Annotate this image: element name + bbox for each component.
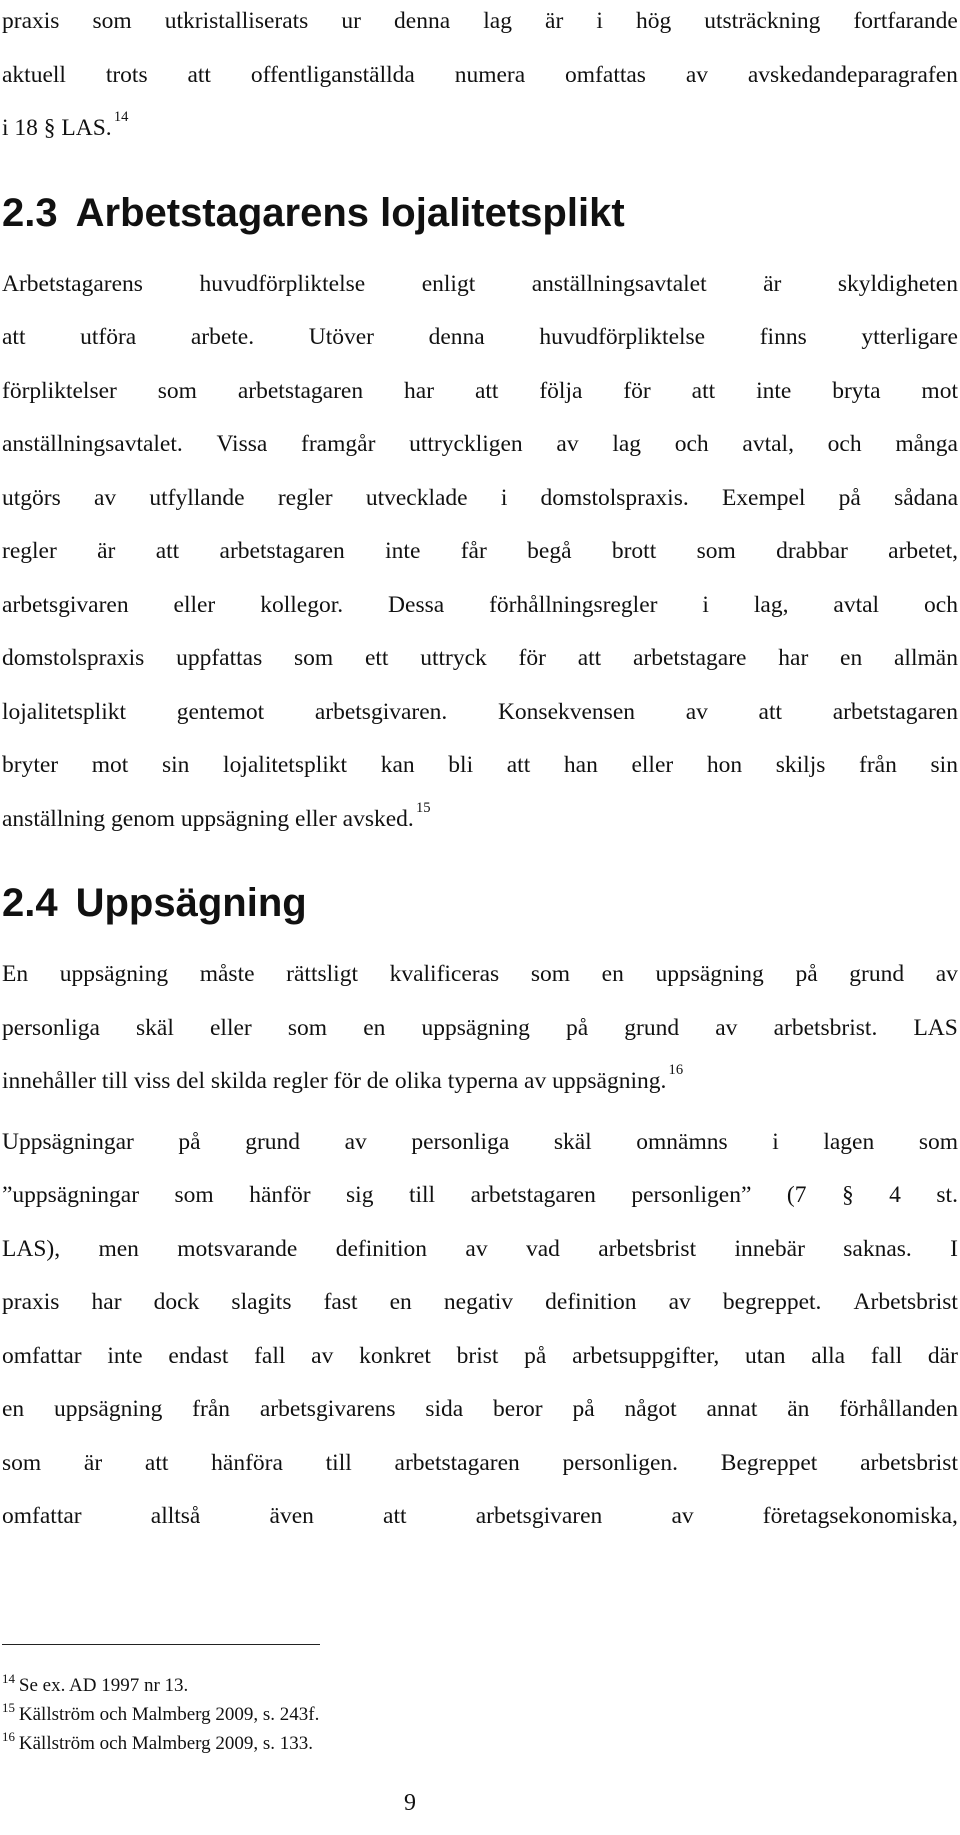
word: på (565, 1014, 589, 1041)
word: arbetstagaren (470, 1182, 596, 1208)
text-line (2, 953, 958, 1007)
text-line (2, 1228, 958, 1282)
word: är (763, 270, 782, 297)
word: enligt (421, 270, 476, 297)
text-line (2, 1442, 958, 1496)
word: att (577, 645, 602, 671)
word: omfattas (565, 61, 646, 88)
word: personliga (2, 1014, 100, 1041)
word: utkristalliserats (164, 8, 309, 34)
word: men (98, 1235, 139, 1262)
word: anställningsavtalet (531, 270, 707, 297)
word: från (859, 752, 897, 778)
text-line (2, 530, 958, 584)
text-line (2, 1495, 958, 1549)
word: arbetsgivarens (259, 1396, 396, 1422)
section-heading-2-3 (2, 173, 958, 253)
footnote-reference[interactable]: 16 (668, 1062, 684, 1079)
word: att (474, 377, 499, 404)
word: inte (756, 377, 792, 404)
word: grund (624, 1014, 680, 1041)
footnote-item (2, 1672, 319, 1701)
word: sig (346, 1182, 374, 1208)
word: grund (245, 1128, 301, 1155)
word: som (157, 377, 197, 404)
word: och (827, 431, 862, 457)
word: att (691, 377, 716, 404)
word: lojalitetsplikt (223, 752, 348, 778)
word: arbetstagaren (832, 698, 958, 725)
word: utsträckning (704, 8, 821, 34)
word: regler (2, 538, 57, 564)
word: Vissa (216, 431, 268, 457)
word: Arbetstagarens (2, 270, 143, 297)
word: att (187, 61, 211, 88)
word: gentemot (176, 698, 265, 725)
word: har (91, 1289, 122, 1315)
word: regler (277, 484, 333, 511)
word: han (563, 752, 598, 778)
word: arbetsbrist (598, 1235, 697, 1262)
word: än (787, 1396, 810, 1422)
word: att (155, 538, 180, 564)
text-line (2, 107, 958, 161)
word: att (144, 1449, 169, 1476)
footnote-item (2, 1730, 319, 1759)
word: på (838, 484, 861, 511)
word: en (2, 1396, 25, 1422)
footnote-text: Källström och Malmberg 2009, s. 243f. (18, 1704, 320, 1725)
section-heading-2-4 (2, 863, 958, 943)
word: sin (930, 752, 958, 778)
text-line (2, 1388, 958, 1442)
word: framgår (301, 431, 376, 457)
word: något (624, 1396, 677, 1422)
text-line (2, 1174, 958, 1228)
word: som (918, 1128, 958, 1155)
word: sida (425, 1396, 464, 1422)
word: en (389, 1289, 412, 1315)
word: drabbar (776, 538, 848, 564)
footnote-item (2, 1701, 319, 1730)
word: från (192, 1396, 231, 1422)
word: omnämns (636, 1128, 728, 1155)
word: många (895, 431, 958, 457)
word: annat (706, 1396, 758, 1422)
word: mot (91, 752, 129, 778)
text-line (2, 691, 958, 745)
section-2-2-tail (2, 0, 958, 161)
word: dock (153, 1289, 200, 1315)
word: brott (611, 538, 657, 564)
word: där (927, 1342, 958, 1369)
word: vad (525, 1235, 560, 1262)
word: utgörs (2, 484, 61, 511)
word: förhållanden (839, 1396, 958, 1422)
word: fast (323, 1289, 358, 1315)
word: att (758, 698, 783, 725)
word: st. (936, 1182, 958, 1208)
word: i (596, 8, 603, 34)
word: och (924, 591, 958, 618)
word: mot (921, 377, 958, 404)
word: förpliktelser (2, 377, 117, 404)
word: arbete. (190, 324, 255, 350)
word: är (83, 1449, 103, 1476)
word: en (363, 1014, 386, 1041)
word: och (674, 431, 709, 457)
word: som (287, 1014, 328, 1041)
word: (7 (786, 1182, 807, 1208)
word: personligen. (562, 1449, 679, 1476)
word: rättsligt (286, 961, 358, 987)
word: En (2, 961, 29, 987)
text-line (2, 1060, 958, 1114)
word: arbetsgivaren (475, 1503, 603, 1529)
word: kan (380, 752, 415, 778)
word: till (408, 1182, 436, 1208)
footnote-text: Källström och Malmberg 2009, s. 133. (18, 1733, 314, 1754)
word: begreppet. (722, 1289, 822, 1315)
word: fall (254, 1342, 286, 1369)
footnote-separator (2, 1644, 320, 1645)
section-number: 2.3 (2, 190, 58, 235)
word: domstolspraxis. (540, 484, 689, 511)
word: saknas. (843, 1235, 912, 1262)
footnotes (2, 1672, 319, 1759)
word: avtal (833, 591, 880, 618)
text-line-content: anställning genom uppsägning eller avsked. (2, 805, 414, 832)
text-line (2, 423, 958, 477)
word: som (92, 8, 132, 34)
word: sådana (894, 484, 958, 511)
word: I (950, 1235, 958, 1262)
word: uppsägning (54, 1396, 163, 1422)
page-number: 9 (404, 1790, 416, 1816)
word: av (935, 961, 958, 987)
text-line (2, 263, 958, 317)
word: får (460, 538, 487, 564)
word: måste (199, 961, 255, 987)
document-page (2, 0, 958, 1549)
word: konkret (359, 1342, 431, 1369)
word: Begreppet (720, 1449, 818, 1476)
word: är (545, 8, 564, 34)
text-line (2, 798, 958, 852)
word: Dessa (388, 591, 445, 618)
word: eller (631, 752, 674, 778)
word: arbetsbrist (860, 1449, 958, 1476)
text-line (2, 637, 958, 691)
word: personliga (411, 1128, 510, 1155)
word: negativ (443, 1289, 514, 1315)
word: begå (527, 538, 572, 564)
word: slagits (231, 1289, 292, 1315)
word: definition (335, 1235, 428, 1262)
text-line-content: innehåller till viss del skilda regler för de olika typerna av uppsägning. (2, 1068, 667, 1094)
word: en (840, 645, 863, 671)
word: av (556, 431, 579, 457)
text-line (2, 744, 958, 798)
word: Uppsägningar (2, 1128, 134, 1155)
word: Exempel (721, 484, 806, 511)
word: att (383, 1503, 407, 1529)
word: endast (168, 1342, 229, 1369)
word: denna (394, 8, 451, 34)
word: grund (849, 961, 905, 987)
word: ytterligare (861, 324, 958, 350)
footnote-reference[interactable]: 14 (113, 109, 129, 126)
word: skyldigheten (837, 270, 958, 297)
word: praxis (2, 1289, 60, 1315)
word: företagsekonomiska, (762, 1503, 958, 1529)
text-line (2, 316, 958, 370)
word: följa (539, 377, 583, 404)
footnote-number: 15 (2, 1700, 15, 1716)
word: i (500, 484, 508, 511)
text-line (2, 0, 958, 54)
word: utföra (80, 324, 137, 350)
text-line (2, 584, 958, 638)
word: allmän (894, 645, 958, 671)
word: en (601, 961, 624, 987)
word: arbetet, (888, 538, 958, 564)
word: definition (545, 1289, 637, 1315)
word: har (404, 377, 435, 404)
word: alltså (150, 1503, 201, 1529)
word: innebär (734, 1235, 805, 1262)
word: ett (364, 645, 389, 671)
word: huvudförpliktelse (539, 324, 706, 350)
text-line (2, 477, 958, 531)
word: till (325, 1449, 352, 1476)
word: skäl (136, 1014, 174, 1041)
text-line (2, 370, 958, 424)
word: arbetstagaren (237, 377, 364, 404)
word: hänföra (211, 1449, 283, 1476)
word: arbetsgivaren. (314, 698, 448, 725)
word: på (178, 1128, 201, 1155)
word: har (778, 645, 809, 671)
word: av (685, 61, 708, 88)
word: alla (811, 1342, 846, 1369)
word: av (344, 1128, 367, 1155)
text-line (2, 1007, 958, 1061)
word: ur (341, 8, 361, 34)
text-line (2, 1121, 958, 1175)
word: arbetstagare (632, 645, 747, 671)
word: utfyllande (149, 484, 245, 511)
word: uppfattas (176, 645, 263, 671)
word: av (311, 1342, 334, 1369)
word: aktuell (2, 61, 66, 88)
word: i (702, 591, 709, 618)
word: av (93, 484, 117, 511)
word: avskedandeparagrafen (747, 61, 958, 88)
section-title: Uppsägning (75, 881, 307, 925)
word: även (269, 1503, 314, 1529)
word: av (715, 1014, 738, 1041)
word: arbetsuppgifter, (572, 1342, 720, 1369)
text-line (2, 1281, 958, 1335)
word: LAS (913, 1014, 958, 1041)
word: utan (744, 1342, 786, 1369)
footnote-number: 16 (2, 1729, 15, 1745)
word: lag (483, 8, 512, 34)
word: skiljs (775, 752, 826, 778)
section-title: Arbetstagarens lojalitetsplikt (75, 190, 625, 235)
word: numera (454, 61, 526, 88)
word: lag, (753, 591, 789, 618)
word: fall (870, 1342, 903, 1369)
word: avtal, (742, 431, 794, 457)
word: för (623, 377, 651, 404)
text-line (2, 54, 958, 108)
text-line (2, 1335, 958, 1389)
word: ”uppsägningar (2, 1182, 140, 1208)
word: uttryckligen (409, 431, 523, 457)
word: offentliganställda (250, 61, 415, 88)
word: att (2, 324, 26, 350)
section-number: 2.4 (2, 881, 58, 925)
section-2-4-paragraph-1 (2, 953, 958, 1114)
word: finns (759, 324, 807, 350)
word: i (772, 1128, 779, 1155)
word: hon (706, 752, 743, 778)
word: som (696, 538, 736, 564)
word: omfattar (2, 1503, 82, 1529)
word: fortfarande (853, 8, 958, 34)
word: Arbetsbrist (853, 1289, 958, 1315)
word: är (97, 538, 116, 564)
word: som (2, 1449, 42, 1476)
word: bryta (832, 377, 881, 404)
text-line-content: i 18 § LAS. (2, 115, 112, 141)
word: personligen” (631, 1182, 752, 1208)
word: § (841, 1182, 854, 1208)
word: av (685, 698, 708, 725)
word: av (465, 1235, 488, 1262)
word: bryter (2, 752, 59, 778)
word: som (293, 645, 334, 671)
word: arbetsgivaren (2, 591, 129, 618)
word: trots (105, 61, 148, 88)
section-2-3-paragraph (2, 263, 958, 852)
word: uppsägning (59, 961, 169, 987)
word: omfattar (2, 1342, 82, 1369)
word: inte (385, 538, 421, 564)
footnote-reference[interactable]: 15 (415, 799, 431, 816)
word: eller (210, 1014, 252, 1041)
word: hög (635, 8, 672, 34)
word: LAS), (2, 1235, 61, 1262)
word: som (530, 961, 571, 987)
footnote-number: 14 (2, 1671, 15, 1687)
word: bli (448, 752, 474, 778)
word: 4 (889, 1182, 901, 1208)
word: brist (456, 1342, 499, 1369)
word: kvalificeras (389, 961, 500, 987)
word: Konsekvensen (497, 698, 636, 725)
word: hänför (249, 1182, 311, 1208)
word: anställningsavtalet. (2, 431, 183, 457)
word: motsvarande (177, 1235, 298, 1262)
word: att (506, 752, 531, 778)
word: uppsägning (421, 1014, 530, 1041)
word: lojalitetsplikt (2, 698, 127, 725)
word: på (572, 1396, 595, 1422)
word: praxis (2, 8, 60, 34)
word: sin (161, 752, 190, 778)
word: arbetstagaren (394, 1449, 520, 1476)
word: förhållningsregler (489, 591, 658, 618)
word: Utöver (308, 324, 374, 350)
word: på (795, 961, 818, 987)
word: eller (173, 591, 216, 618)
word: för (518, 645, 546, 671)
section-2-4-paragraph-2 (2, 1121, 958, 1549)
word: domstolspraxis (2, 645, 145, 671)
word: denna (428, 324, 485, 350)
word: uttryck (420, 645, 487, 671)
word: arbetstagaren (219, 538, 345, 564)
word: kollegor. (260, 591, 344, 618)
word: huvudförpliktelse (199, 270, 366, 297)
word: uppsägning (655, 961, 764, 987)
word: beror (493, 1396, 543, 1422)
word: lagen (823, 1128, 875, 1155)
word: inte (107, 1342, 143, 1369)
word: på (524, 1342, 547, 1369)
word: utvecklade (365, 484, 468, 511)
word: skäl (553, 1128, 592, 1155)
word: som (174, 1182, 214, 1208)
footnote-text: Se ex. AD 1997 nr 13. (18, 1675, 189, 1696)
word: lag (612, 431, 642, 457)
word: arbetsbrist. (773, 1014, 878, 1041)
word: av (671, 1503, 694, 1529)
word: av (668, 1289, 691, 1315)
